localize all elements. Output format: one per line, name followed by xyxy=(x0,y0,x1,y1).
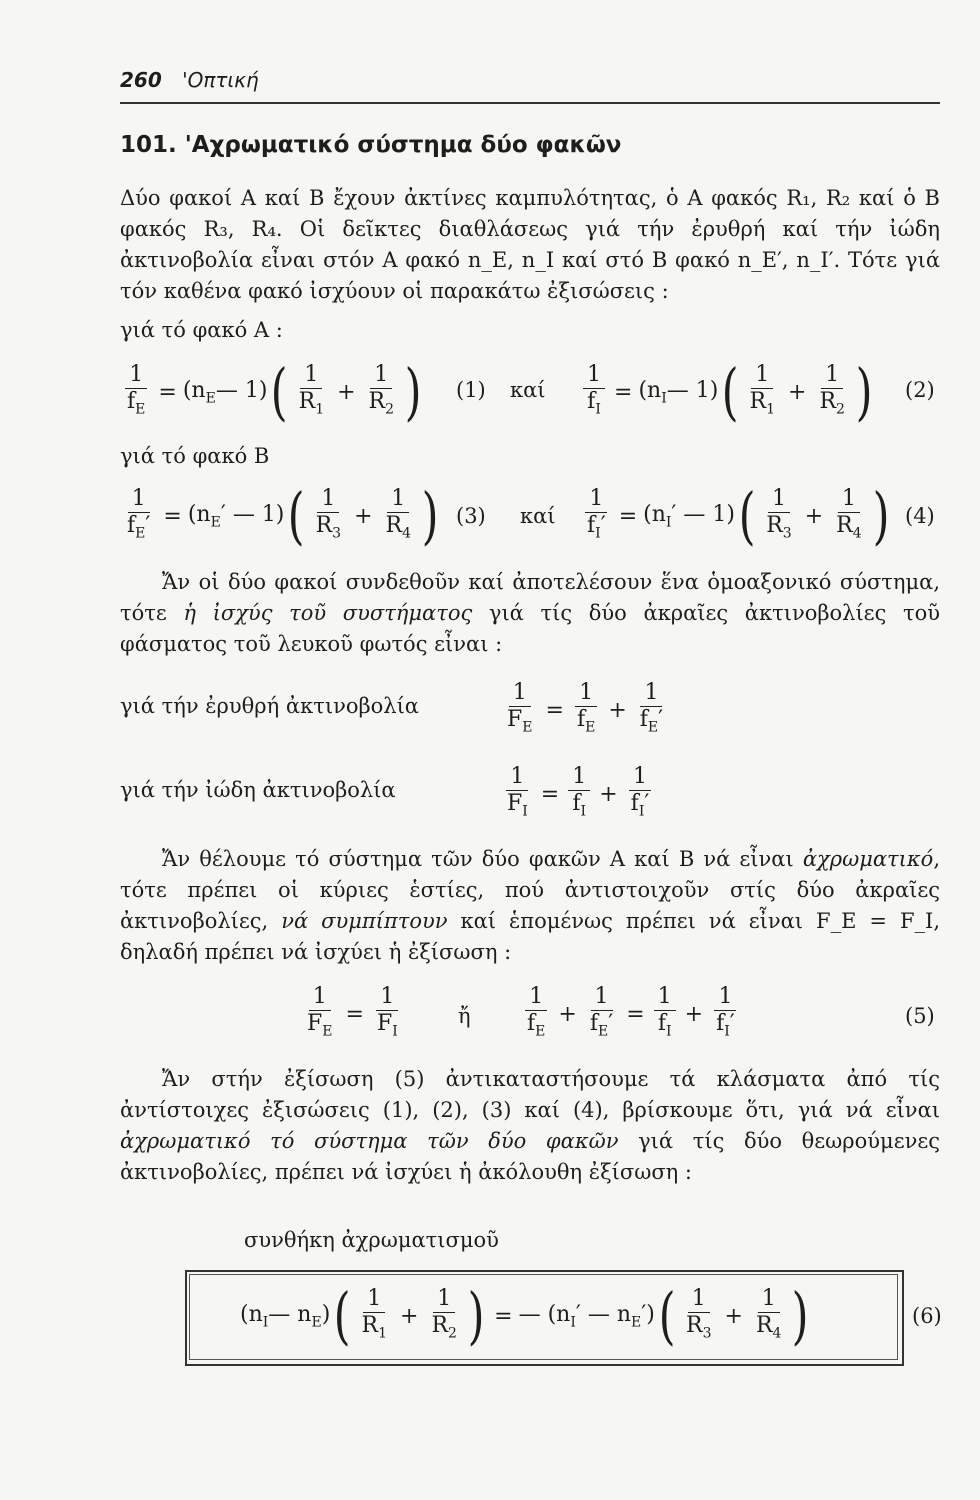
condition-title: συνθήκη ἀχρωματισμοῦ xyxy=(244,1228,499,1252)
eq-label-4: (4) xyxy=(905,504,935,528)
conj-eta: ἤ xyxy=(458,1004,471,1028)
eq-label-6: (6) xyxy=(912,1304,942,1328)
equation-5-left: $\frac{1}{F_E}$ = $\frac{1}{F_I}$ xyxy=(307,984,398,1040)
eq-label-5: (5) xyxy=(905,1004,935,1028)
section-title: 101. 'Αχρωματικό σύστημα δύο φακῶν xyxy=(120,132,622,158)
lens-a-label: γιά τό φακό Α : xyxy=(120,318,283,342)
page-header xyxy=(120,68,940,104)
red-radiation-label: γιά τήν ἐρυθρή ἀκτινοβολία xyxy=(120,694,419,718)
achromatic-condition-paragraph: Ἄν θέλουμε τό σύστημα τῶν δύο φακῶν Α καί Β νά εἶναι ἀχρωματικό, τότε πρέπει οἱ κύριες ἑστίες, πού ἀντιστοιχοῦν στίς δύο ἀκραῖες ἀκτινοβολίες, νά συμπίπτουν καί ἑπομένως πρέπει νά εἶναι F_E = F_I, δηλαδή πρέπει νά ἰσχύει ἡ ἐξίσωση : xyxy=(120,847,940,964)
equation-violet-system: $\frac{1}{F_I}$ = $\frac{1}{f_I}$ + $\frac{1}{f_I'}$ xyxy=(507,764,650,820)
equation-6: ($n_I—$ $n_E$) ( $\frac{1}{R_1}$ + $\frac{1}{R_2}$ ) = — ($n_I'$ — $n_E'$) ( $\frac{1}{R_3}$ + $\frac{1}{R_4}$ ) xyxy=(240,1279,810,1353)
substitution-paragraph: Ἄν στήν ἐξίσωση (5) ἀντικαταστήσουμε τά κλάσματα ἀπό τίς ἀντίστοιχες ἐξισώσεις (1), (2), (3) καί (4), βρίσκουμε ὅτι, γιά νά εἶναι ἀχρωματικό τό σύστημα τῶν δύο φακῶν γιά τίς δύο θεωρούμενες ἀκτινοβολίες, πρέπει νά ἰσχύει ἡ ἀκόλουθη ἐξίσωση : xyxy=(120,1067,940,1184)
equation-2: $\frac{1}{f_I}$ = ($n_I—$ 1) ( $\frac{1}{R_1}$ + $\frac{1}{R_2}$ ) xyxy=(580,362,876,422)
intro-paragraph: Δύο φακοί Α καί Β ἔχουν ἀκτίνες καμπυλότητας, ὁ Α φακός R₁, R₂ καί ὁ Β φακός R₃, R₄. Οἱ δεῖκτες διαθλάσεως γιά τήν ἐρυθρή καί τήν ἰώδη ἀκτινοβολία εἶναι στόν Α φακό n_E, n_I καί στό Β φακό n_E′, n_I′. Τότε γιά τόν καθένα φακό ἰσχύουν οἱ παρακάτω ἐξισώσεις : xyxy=(120,186,940,303)
page-number: 260 xyxy=(120,68,162,92)
equation-1: $\frac{1}{f_E}$ = ($n_E—$ 1) ( $\frac{1}{R_1}$ + $\frac{1}{R_2}$ ) xyxy=(127,355,422,429)
conj-kai-2: καί xyxy=(520,504,556,528)
equation-red-system: $\frac{1}{F_E}$ = $\frac{1}{f_E}$ + $\frac{1}{f_E'}$ xyxy=(507,680,664,736)
running-title: 'Οπτική xyxy=(182,68,259,92)
conj-kai-1: καί xyxy=(510,378,546,402)
equation-5-right: $\frac{1}{f_E}$ + $\frac{1}{f_E'}$ = $\frac{1}{f_I}$ + $\frac{1}{f_I'}$ xyxy=(527,984,735,1040)
violet-radiation-label: γιά τήν ἰώδη ἀκτινοβολία xyxy=(120,778,396,802)
equation-4: $\frac{1}{f_I'}$ = ($n_I'$ — 1) ( $\frac{1}{R_3}$ + $\frac{1}{R_4}$ ) xyxy=(587,479,890,553)
eq-label-3: (3) xyxy=(456,504,486,528)
eq-label-1: (1) xyxy=(456,378,486,402)
lens-b-label: γιά τό φακό Β xyxy=(120,444,270,468)
eq-label-2: (2) xyxy=(905,378,935,402)
equation-3: $\frac{1}{f_E'}$ = ($n_E'$ — 1) ( $\frac{1}{R_3}$ + $\frac{1}{R_4}$ ) xyxy=(127,479,439,553)
system-power-paragraph: Ἄν οἱ δύο φακοί συνδεθοῦν καί ἀποτελέσουν ἕνα ὁμοαξονικό σύστημα, τότε ἡ ἰσχύς τοῦ συστήματος γιά τίς δύο ἀκραῖες ἀκτινοβολίες τοῦ φάσματος τοῦ λευκοῦ φωτός εἶναι : xyxy=(120,570,940,656)
